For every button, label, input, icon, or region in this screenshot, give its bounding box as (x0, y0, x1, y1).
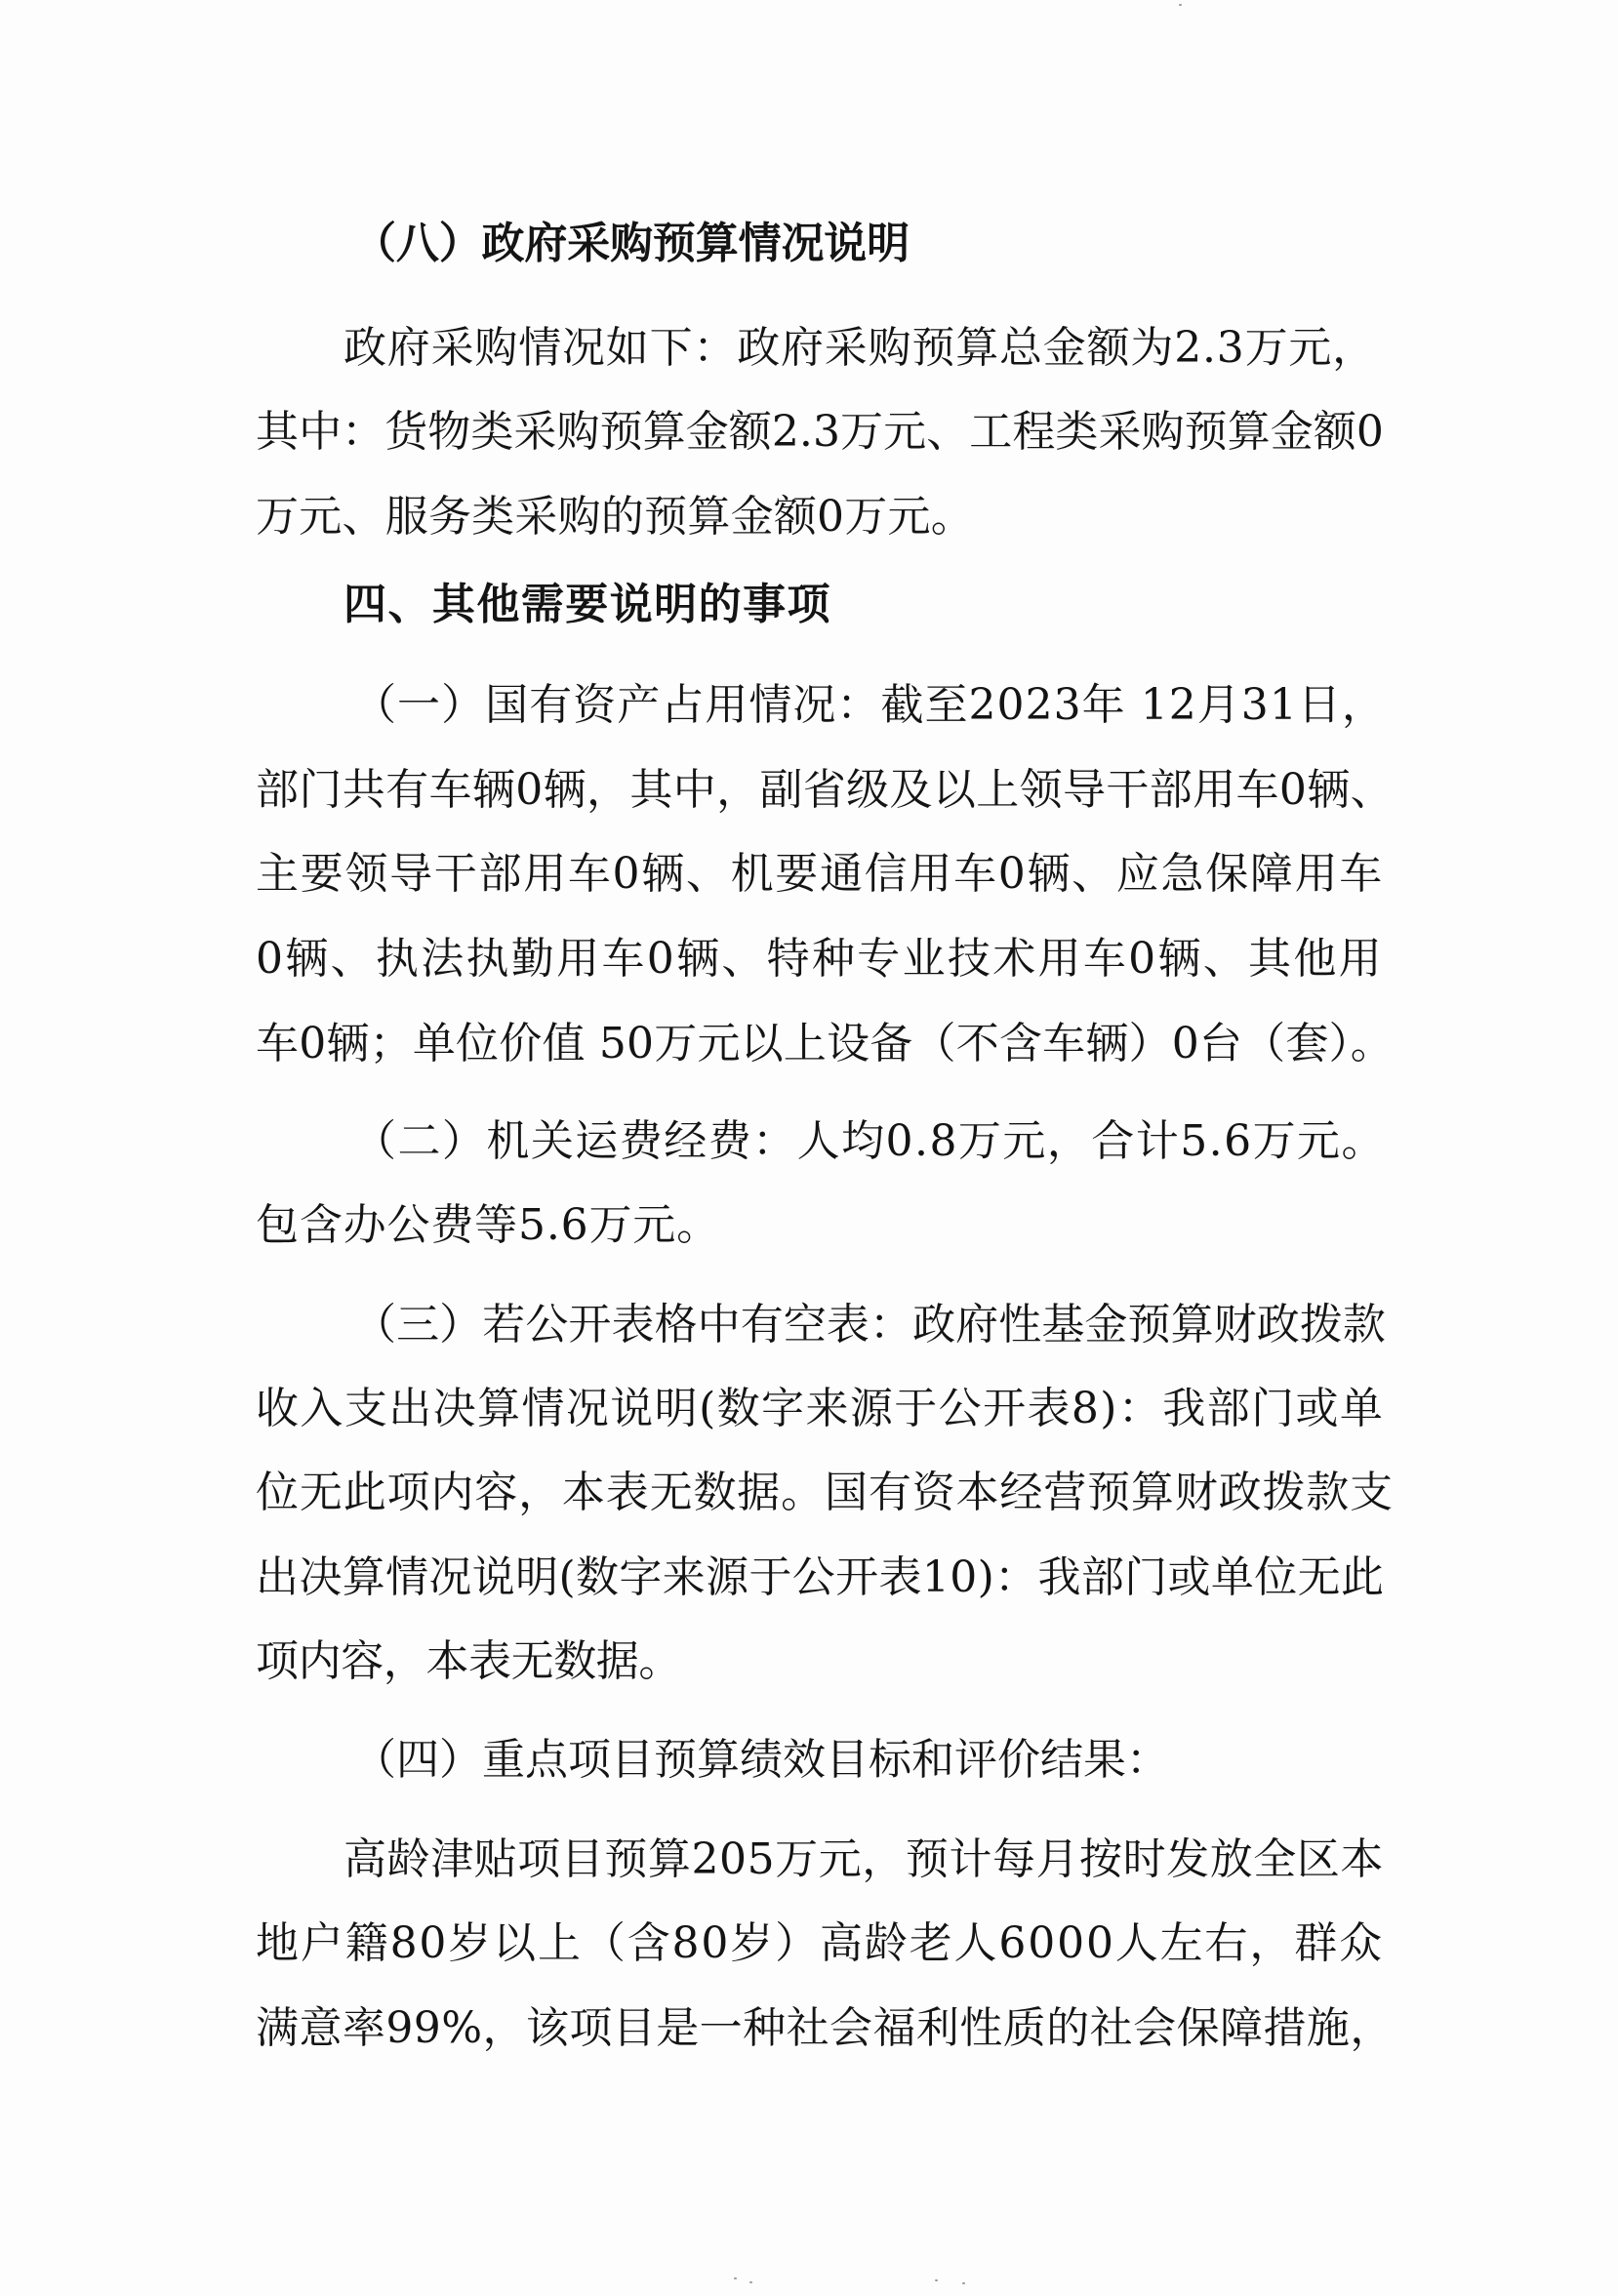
paragraph-line: 0辆、执法执勤用车0辆、特种专业技术用车0辆、其他用 (256, 934, 1384, 984)
scan-speck (1179, 4, 1182, 6)
paragraph-line: （二）机关运费经费：人均0.8万元，合计5.6万元。 (353, 1116, 1386, 1166)
scan-speck (935, 2279, 938, 2281)
paragraph-line: 满意率99%，该项目是一种社会福利性质的社会保障措施， (256, 2003, 1394, 2053)
paragraph-line: 项内容，本表无数据。 (256, 1636, 681, 1686)
scan-speck (749, 2281, 752, 2283)
section-heading-eight: （八）政府采购预算情况说明 (353, 219, 910, 268)
scan-speck (734, 2277, 737, 2279)
paragraph-line: （四）重点项目预算绩效目标和评价结果： (353, 1735, 1169, 1785)
paragraph-line: 主要领导干部用车0辆、机要通信用车0辆、应急保障用车 (256, 849, 1384, 899)
paragraph-line: 政府采购情况如下：政府采购预算总金额为2.3万元， (344, 323, 1376, 373)
paragraph-line: 车0辆；单位价值 50万元以上设备（不含车辆）0台（套）。 (256, 1019, 1394, 1068)
paragraph-line: 部门共有车辆0辆，其中，副省级及以上领导干部用车0辆、 (256, 765, 1394, 815)
section-heading-four: 四、其他需要说明的事项 (344, 580, 831, 629)
paragraph-line: 其中：货物类采购预算金额2.3万元、工程类采购预算金额0 (256, 407, 1384, 457)
scan-speck (962, 2282, 965, 2284)
paragraph-line: 出决算情况说明(数字来源于公开表10)：我部门或单位无此 (256, 1552, 1385, 1602)
paragraph-line: 收入支出决算情况说明(数字来源于公开表8)：我部门或单 (256, 1384, 1385, 1433)
paragraph-line: 位无此项内容，本表无数据。国有资本经营预算财政拨款支 (256, 1468, 1394, 1517)
paragraph-line: 万元、服务类采购的预算金额0万元。 (256, 492, 974, 542)
paragraph-line: （三）若公开表格中有空表：政府性基金预算财政拨款 (353, 1300, 1386, 1349)
paragraph-line: （一）国有资产占用情况：截至2023年 12月31日， (353, 680, 1386, 730)
paragraph-line: 地户籍80岁以上（含80岁）高龄老人6000人左右，群众 (256, 1918, 1384, 1968)
paragraph-line: 高龄津贴项目预算205万元，预计每月按时发放全区本 (344, 1834, 1384, 1884)
paragraph-line: 包含办公费等5.6万元。 (256, 1200, 720, 1250)
